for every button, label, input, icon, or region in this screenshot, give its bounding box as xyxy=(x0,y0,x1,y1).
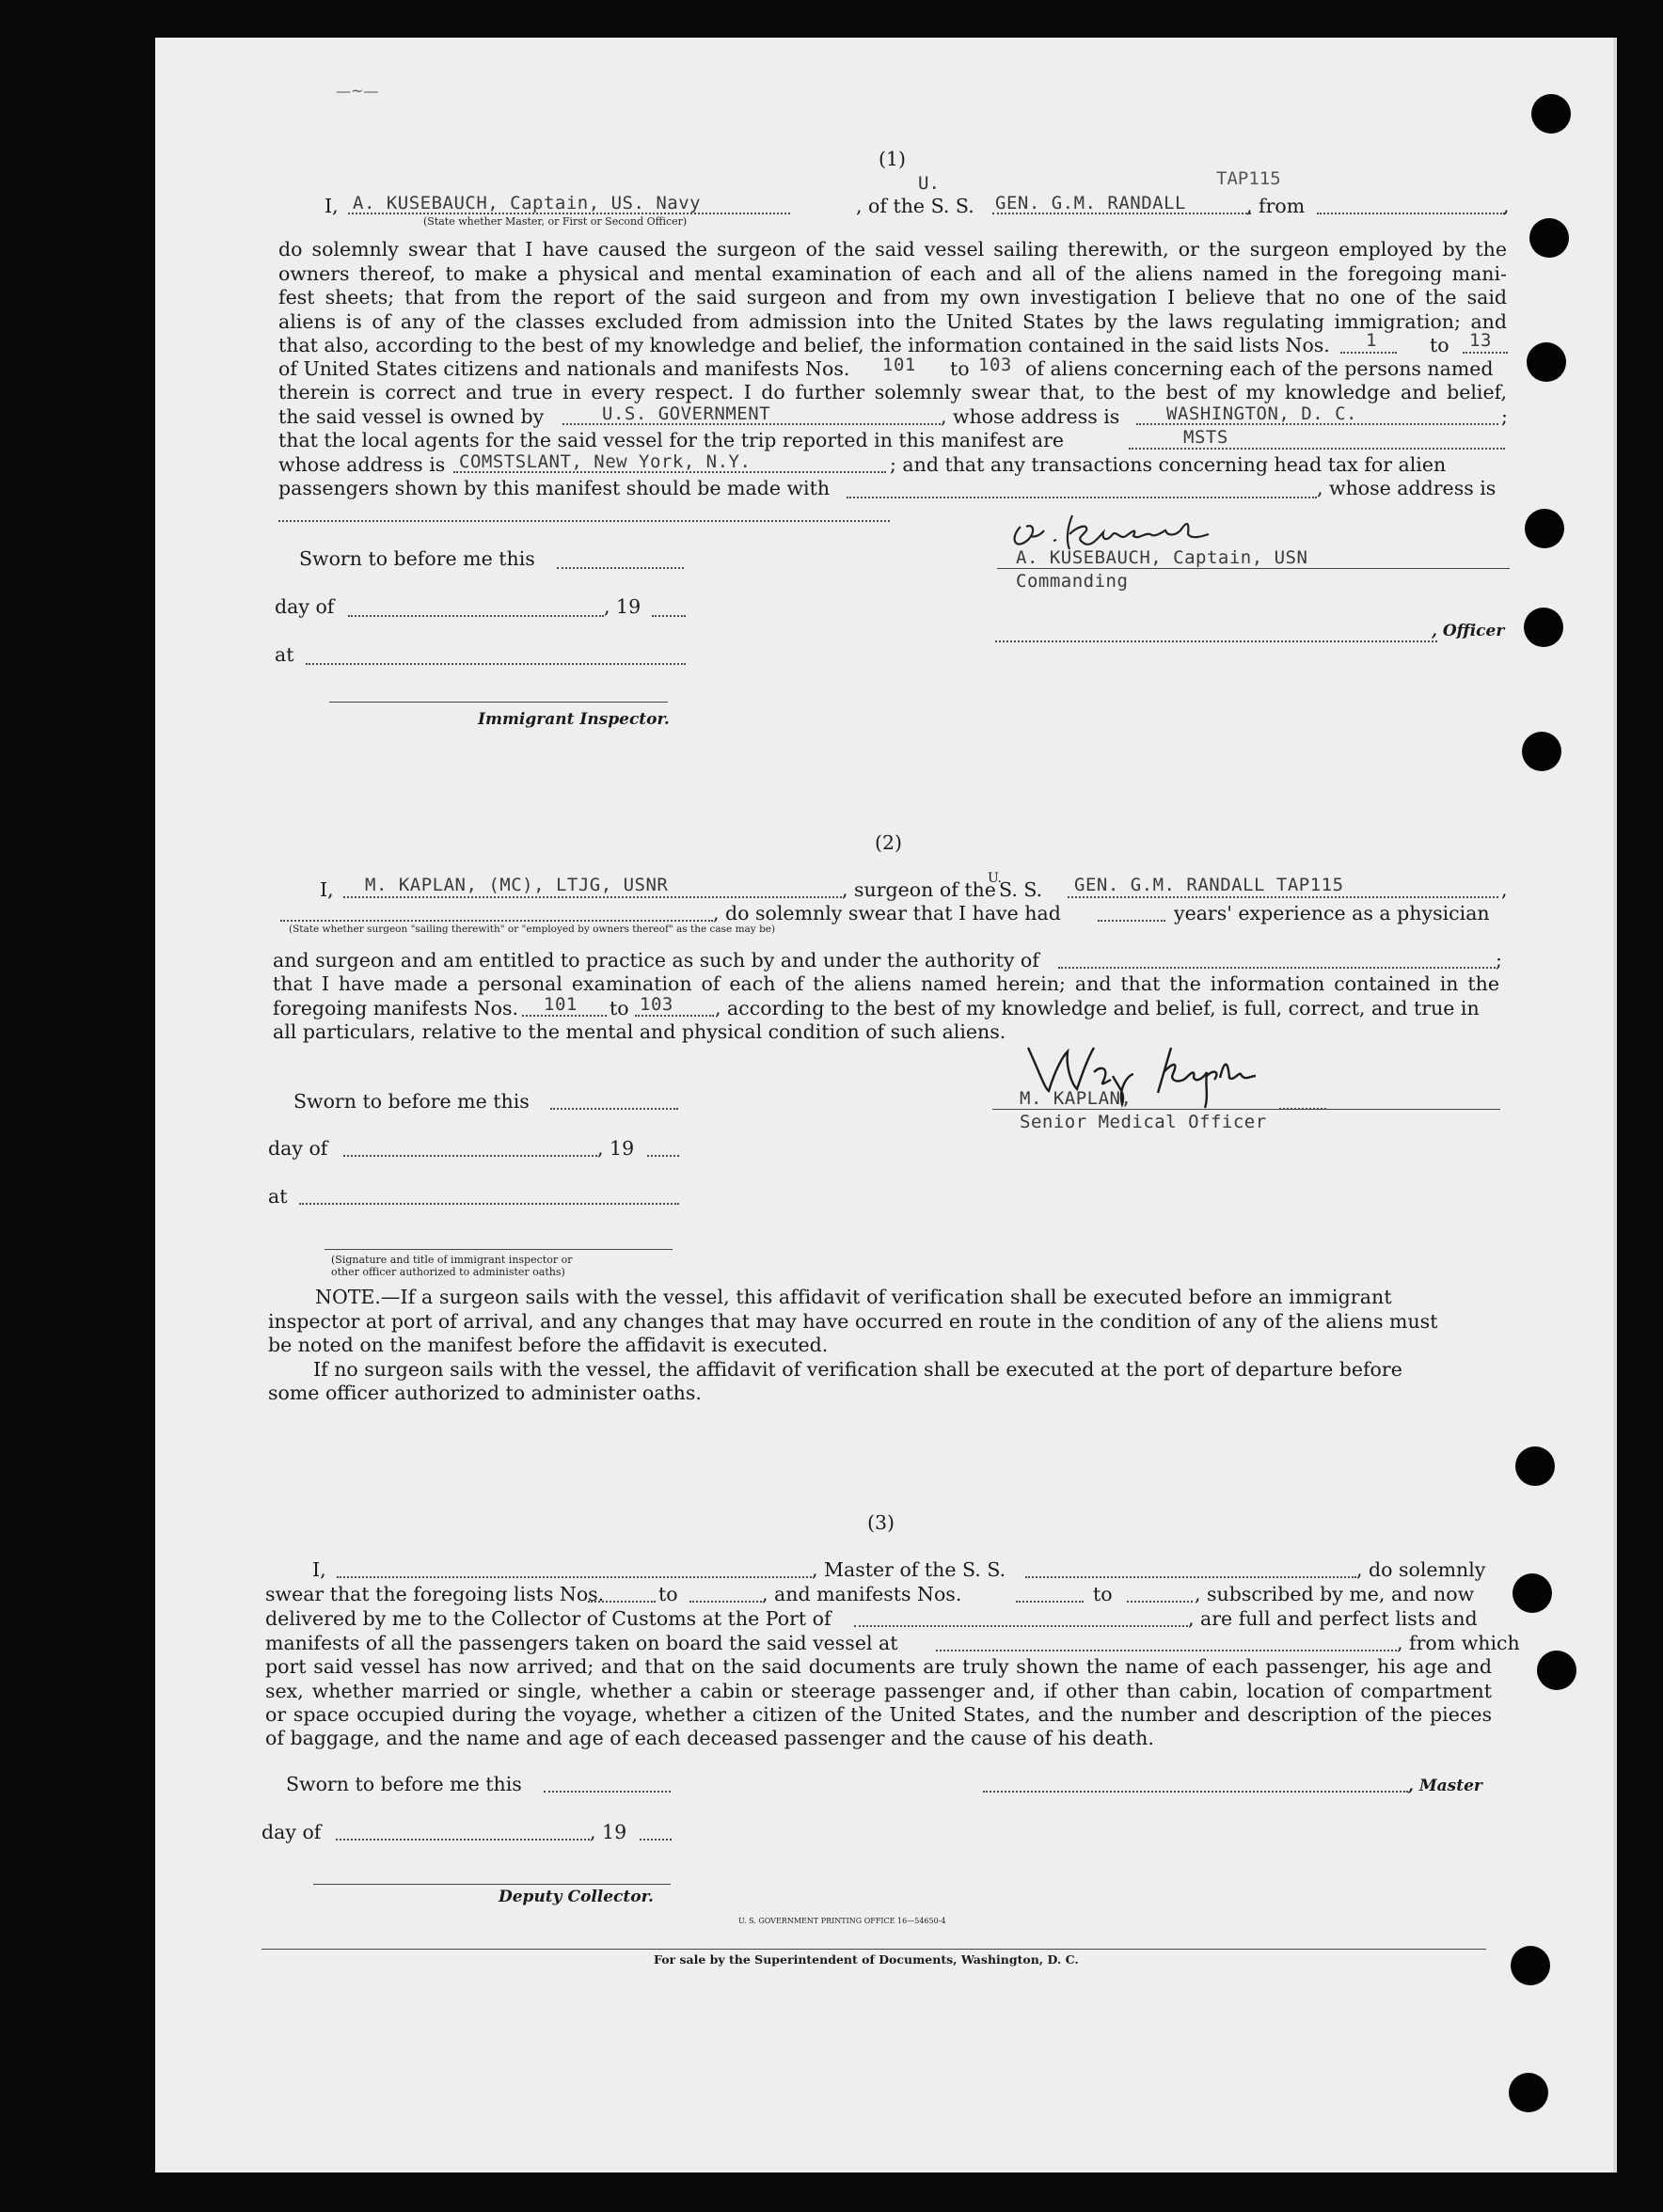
inspector-line-2 xyxy=(325,1249,673,1250)
sworn-line-3 xyxy=(544,1791,671,1793)
sworn-label-1: Sworn to before me this xyxy=(299,547,535,570)
vessel-line xyxy=(992,213,1251,214)
day-of-label-1: day of xyxy=(275,595,335,618)
lists-to-line xyxy=(1463,352,1508,354)
day-line-1 xyxy=(348,615,604,617)
swear-had-label: , do solemnly swear that I have had xyxy=(713,902,1061,924)
note2-line-1: If no surgeon sails with the vessel, the affidavit of verification shall be executed at the port of departure before xyxy=(313,1358,1402,1381)
officer-label: , Officer xyxy=(1432,622,1505,640)
manifests-from-value: 101 xyxy=(882,355,916,375)
year-line-2 xyxy=(647,1155,679,1157)
head-tax-with-label: passengers shown by this manifest should be made with xyxy=(278,477,831,499)
taken-at-line xyxy=(936,1650,1397,1651)
from-line xyxy=(1317,213,1505,214)
at-line-1 xyxy=(306,663,686,665)
head-tax-line-2 xyxy=(278,520,890,522)
captain-sign-line xyxy=(997,568,1510,569)
manifests-to-label: to xyxy=(950,357,970,380)
master-of-label: , Master of the S. S. xyxy=(812,1558,1006,1581)
day-line-2 xyxy=(343,1155,597,1157)
manifests-3-to-label: to xyxy=(1093,1583,1113,1605)
manifests-suffix: of aliens concerning each of the persons named xyxy=(1025,357,1494,380)
punch-hole xyxy=(1515,1446,1555,1486)
agents-value: MSTS xyxy=(1183,427,1228,448)
punch-hole xyxy=(1511,1946,1550,1985)
kusebauch-signature xyxy=(1002,498,1256,555)
footer-rule xyxy=(261,1949,1486,1950)
surgeon-sign-line xyxy=(992,1109,1500,1110)
year-line-3 xyxy=(640,1839,672,1841)
year-line-1 xyxy=(652,615,686,617)
sworn-label-2: Sworn to before me this xyxy=(293,1090,530,1113)
s1-body-line: owners thereof, to make a physical and mental examination of each and all of the aliens named in the foregoing mani- xyxy=(278,261,1507,285)
owner-address-value: WASHINGTON, D. C. xyxy=(1166,403,1357,424)
owner-address-line xyxy=(1136,423,1498,425)
agent-address-value: COMSTSLANT, New York, N.Y. xyxy=(459,451,752,472)
sworn-line-2 xyxy=(550,1108,678,1110)
note-word: NOTE. xyxy=(315,1286,381,1308)
section-2-body xyxy=(273,972,1499,997)
full-perfect-label: , are full and perfect lists and xyxy=(1188,1607,1478,1630)
from-which-label: , from which xyxy=(1397,1632,1520,1654)
section-1-body xyxy=(278,238,1507,334)
at-line-2 xyxy=(299,1203,679,1205)
vessel-line-2 xyxy=(1068,896,1498,898)
owner-line xyxy=(562,423,941,425)
section-1-i: I, xyxy=(325,195,339,217)
sworn-label-3: Sworn to before me this xyxy=(286,1773,522,1795)
year-label-3: , 19 xyxy=(590,1821,627,1843)
surgeon-of-label: , surgeon of the xyxy=(842,878,996,901)
manifests-to-value: 103 xyxy=(978,355,1012,375)
section-3-i: I, xyxy=(312,1558,326,1581)
u-mark-2: U. xyxy=(988,871,1002,886)
lists-label: that also, according to the best of my knowledge and belief, the information contained in the said lists Nos. xyxy=(278,334,1330,356)
s3-body-line: sex, whether married or single, whether a cabin or steerage passenger and, if other than cabin, location of compartment xyxy=(265,1679,1492,1702)
ss-label-2: S. S. xyxy=(999,878,1043,901)
punch-hole xyxy=(1524,608,1563,647)
surgeon-line xyxy=(343,896,842,898)
owner-address-label: , whose address is xyxy=(941,405,1120,428)
manifests-3-label: , and manifests Nos. xyxy=(762,1583,962,1605)
from-label: , from xyxy=(1246,195,1306,217)
at-label-2: at xyxy=(268,1185,288,1208)
port-line xyxy=(854,1625,1188,1627)
section-3-body xyxy=(265,1655,1492,1728)
master-label: , Master xyxy=(1408,1777,1482,1795)
punch-hole xyxy=(1531,94,1571,134)
punch-hole xyxy=(1522,732,1561,771)
master-name-line xyxy=(337,1576,812,1578)
commanding-label: Commanding xyxy=(1016,571,1129,592)
year-label-1: , 19 xyxy=(604,595,641,618)
note2-line-2: some officer authorized to administer oaths. xyxy=(268,1382,702,1404)
section-2-number: (2) xyxy=(875,831,903,854)
agent-address-line xyxy=(453,471,886,473)
vessel-name-2-value: GEN. G.M. RANDALL TAP115 xyxy=(1074,875,1344,895)
comma-2: , xyxy=(1501,878,1508,901)
particulars-label: all particulars, relative to the mental and physical condition of such aliens. xyxy=(273,1020,1006,1043)
lists-from-value: 1 xyxy=(1366,330,1377,351)
at-label-1: at xyxy=(275,643,294,666)
lists-3-to-label: to xyxy=(658,1583,678,1605)
deputy-line xyxy=(313,1884,671,1885)
owner-value: U.S. GOVERNMENT xyxy=(602,403,771,424)
top-mark: —~— xyxy=(336,82,379,100)
punch-hole xyxy=(1529,218,1569,258)
officer-line xyxy=(995,640,1437,642)
owned-by-label: the said vessel is owned by xyxy=(278,405,545,428)
surgeon-name-value: M. KAPLAN, (MC), LTJG, USNR xyxy=(365,875,669,895)
surgeon-signed-name: M. KAPLAN, xyxy=(1020,1088,1132,1109)
s1-body-line: aliens is of any of the classes excluded from admission into the United States by the laws regulating immigration; and xyxy=(278,309,1507,333)
authority-line xyxy=(1058,967,1496,969)
deputy-collector-label: Deputy Collector. xyxy=(499,1888,654,1906)
immigrant-inspector-label: Immigrant Inspector. xyxy=(478,710,670,729)
lists-3-label: swear that the foregoing lists Nos. xyxy=(265,1583,605,1605)
head-tax-label: ; and that any transactions concerning head tax for alien xyxy=(890,453,1447,476)
manifests-2-to-label: to xyxy=(610,997,629,1019)
tap-number: TAP115 xyxy=(1216,168,1281,189)
collector-label: delivered by me to the Collector of Customs at the Port of xyxy=(265,1607,832,1630)
lists-from-line xyxy=(1340,352,1397,354)
manifests-2-to-value: 103 xyxy=(640,994,673,1015)
years-physician-label: years' experience as a physician xyxy=(1174,902,1490,924)
note-label xyxy=(315,1286,1392,1310)
year-label-2: , 19 xyxy=(597,1137,635,1160)
lists-3-to-line xyxy=(689,1601,762,1603)
punch-hole xyxy=(1527,342,1566,382)
sig-caption-2: other officer authorized to administer oaths) xyxy=(331,1266,565,1278)
day-line-3 xyxy=(336,1839,590,1841)
vessel-name-value: GEN. G.M. RANDALL xyxy=(995,193,1186,213)
years-line xyxy=(1098,920,1165,922)
day-of-label-2: day of xyxy=(268,1137,328,1160)
authority-label: and surgeon and am entitled to practice as such by and under the authority of xyxy=(273,949,1039,972)
agent-address-label: whose address is xyxy=(278,453,446,476)
s3-body-line: or space occupied during the voyage, whether a citizen of the United States, and the number and description of the pieces xyxy=(265,1703,1492,1726)
subscribed-label: , subscribed by me, and now xyxy=(1195,1583,1475,1605)
agents-label: that the local agents for the said vessel for the trip reported in this manifest are xyxy=(278,429,1065,451)
master-sign-line xyxy=(983,1791,1408,1793)
s3-body-line: port said vessel has now arrived; and that on the said documents are truly shown the name of each passenger, his age and xyxy=(265,1655,1492,1678)
manifests-2-to-line xyxy=(635,1015,714,1017)
manifests-2-from-value: 101 xyxy=(544,994,578,1015)
lists-to-value: 13 xyxy=(1469,330,1492,351)
surgeon-note: (State whether surgeon "sailing therewith" or "employed by owners thereof" as the case may be) xyxy=(289,924,776,935)
of-ss-label: , of the S. S. xyxy=(856,195,974,217)
punch-hole xyxy=(1513,1573,1552,1613)
s1-body-line: do solemnly swear that I have caused the surgeon of the said vessel sailing therewith, or the surgeon employed by the xyxy=(278,238,1507,261)
officer-note: (State whether Master, or First or Second Officer) xyxy=(423,215,688,228)
semicolon-2: ; xyxy=(1496,949,1502,972)
captain-name-value: A. KUSEBAUCH, Captain, US. Navy xyxy=(353,193,702,213)
day-of-label-3: day of xyxy=(261,1821,322,1843)
note-line-3: be noted on the manifest before the affidavit is executed. xyxy=(268,1334,829,1356)
taken-on-board-label: manifests of all the passengers taken on board the said vessel at xyxy=(265,1632,898,1654)
u-mark: U. xyxy=(918,173,940,194)
s1-body-line: fest sheets; that from the report of the said surgeon and from my own investigation I believe that no one of the said xyxy=(278,286,1507,308)
s3-last-line: of baggage, and the name and age of each deceased passenger and the cause of his death. xyxy=(265,1727,1154,1749)
s2-body-line: that I have made a personal examination of each of the aliens named herein; and that the information contained in the xyxy=(273,972,1499,995)
section-2-i: I, xyxy=(320,878,334,901)
surgeon-title: Senior Medical Officer xyxy=(1020,1112,1267,1132)
printing-office: U. S. GOVERNMENT PRINTING OFFICE 16—54650-4 xyxy=(738,1917,946,1925)
manifests-2-suffix: , according to the best of my knowledge and belief, is full, correct, and true in xyxy=(715,997,1480,1019)
sig-caption-1: (Signature and title of immigrant inspector or xyxy=(331,1254,573,1266)
manifests-3-from-line xyxy=(1016,1601,1084,1603)
manifests-2-from-line xyxy=(522,1015,607,1017)
punch-hole xyxy=(1537,1651,1576,1690)
note-text: —If a surgeon sails with the vessel, this affidavit of verification shall be executed before an immigrant xyxy=(380,1286,1392,1308)
captain-signed-name: A. KUSEBAUCH, Captain, USN xyxy=(1016,547,1308,568)
punch-hole xyxy=(1509,2073,1548,2112)
from-comma: , xyxy=(1503,195,1510,217)
agents-line xyxy=(1129,448,1505,450)
head-tax-address-label: , whose address is xyxy=(1317,477,1497,499)
lists-3-from-line xyxy=(588,1601,656,1603)
section-3-number: (3) xyxy=(867,1511,895,1534)
manifests-2-label: foregoing manifests Nos. xyxy=(273,997,518,1019)
semicolon: ; xyxy=(1501,405,1508,428)
inspector-line-1 xyxy=(329,702,668,703)
note-line-2: inspector at port of arrival, and any changes that may have occurred en route in the condition of any of the aliens must xyxy=(268,1310,1438,1333)
sworn-line-1 xyxy=(557,567,684,569)
manifests-3-to-line xyxy=(1127,1601,1193,1603)
captain-line xyxy=(348,213,790,214)
do-solemnly-label: , do solemnly xyxy=(1356,1558,1486,1581)
section-1-body-2 xyxy=(278,381,1507,405)
lists-to-label: to xyxy=(1430,334,1449,356)
punch-hole xyxy=(1525,509,1564,548)
master-vessel-line xyxy=(1025,1576,1356,1578)
s1-body-line: therein is correct and true in every respect. I do further solemnly swear that, to the best of my knowledge and belief, xyxy=(278,381,1507,403)
sailing-line xyxy=(280,920,713,922)
for-sale-label: For sale by the Superintendent of Documents, Washington, D. C. xyxy=(654,1952,1079,1967)
manifests-label: of United States citizens and nationals and manifests Nos. xyxy=(278,357,850,380)
section-1-number: (1) xyxy=(879,148,907,170)
